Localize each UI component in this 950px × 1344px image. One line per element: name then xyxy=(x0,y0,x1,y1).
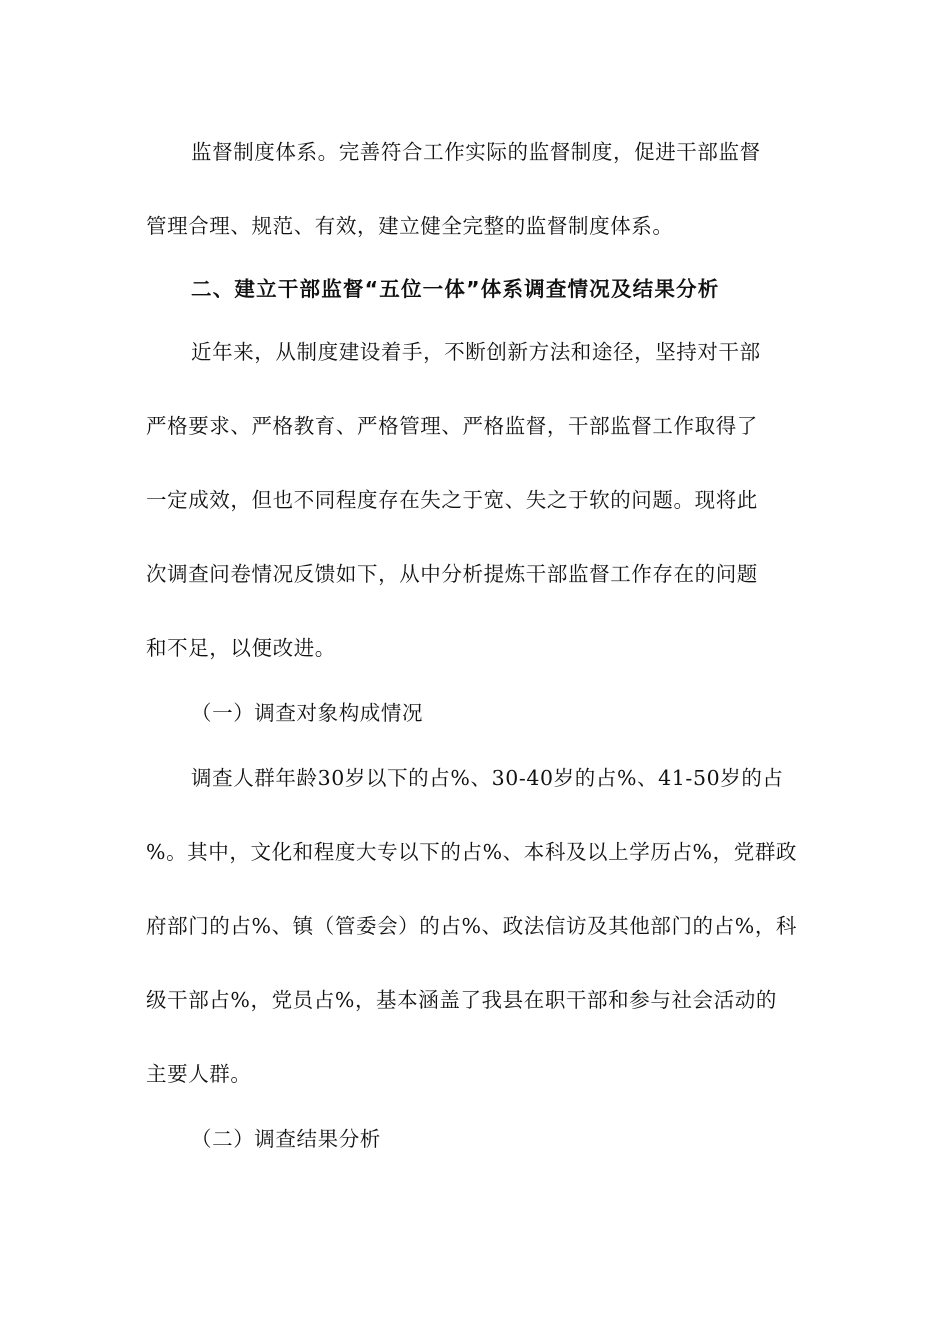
paragraph-line: 严格要求、严格教育、严格管理、严格监督，干部监督工作取得了 xyxy=(146,414,758,438)
paragraph-line: 近年来，从制度建设着手，不断创新方法和途径，坚持对干部 xyxy=(191,340,761,364)
paragraph-line: %。其中，文化和程度大专以下的占%、本科及以上学历占%，党群政 xyxy=(146,840,798,864)
paragraph-line: 主要人群。 xyxy=(146,1062,252,1086)
paragraph-line: 监督制度体系。完善符合工作实际的监督制度，促进干部监督 xyxy=(191,140,761,164)
section-heading: 二、建立干部监督“五位一体”体系调查情况及结果分析 xyxy=(191,277,720,301)
paragraph-line: 级干部占%，党员占%，基本涵盖了我县在职干部和参与社会活动的 xyxy=(146,988,777,1012)
paragraph-line: 一定成效，但也不同程度存在失之于宽、失之于软的问题。现将此 xyxy=(146,488,758,512)
subsection-heading: （一）调查对象构成情况 xyxy=(191,701,424,725)
paragraph-line: 调查人群年龄30岁以下的占%、30-40岁的占%、41-50岁的占 xyxy=(191,766,784,790)
paragraph-line: 府部门的占%、镇（管委会）的占%、政法信访及其他部门的占%，科 xyxy=(146,914,798,938)
subsection-heading: （二）调查结果分析 xyxy=(191,1127,381,1151)
paragraph-line: 和不足，以便改进。 xyxy=(146,636,336,660)
paragraph-line: 次调查问卷情况反馈如下，从中分析提炼干部监督工作存在的问题 xyxy=(146,562,758,586)
paragraph-line: 管理合理、规范、有效，建立健全完整的监督制度体系。 xyxy=(146,214,674,238)
